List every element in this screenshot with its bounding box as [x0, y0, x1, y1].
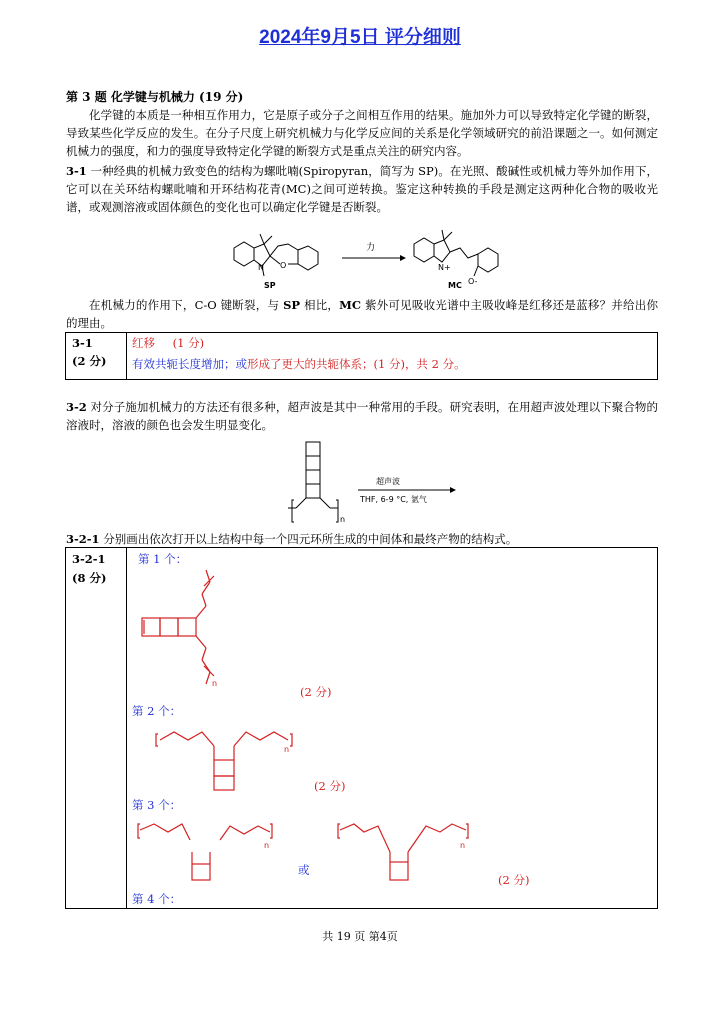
q31-question	[66, 296, 658, 332]
intro-paragraph: 化学键的本质是一种相互作用力，它是原子或分子之间相互作用的结果。施加外力可以导致特定化学键的断裂，导致某些化学反应的发生。在分子尺度上研究机械力与化学反应间的关系是化学领域研究的前沿课题之一。如何测定机械力的强度，和力的强度导致特定化学键的断裂方式是重点关注的研究内容。	[66, 108, 658, 158]
box321-third-label: 第 3 个：	[132, 798, 182, 812]
box31-points: (2 分)	[72, 354, 107, 368]
product-2-n: n	[284, 745, 290, 754]
p321-label: 3-2-1	[66, 532, 100, 546]
scheme-ladder-polymer	[280, 438, 480, 530]
box321-pts3: (2 分)	[498, 873, 530, 887]
scheme-sp-mc	[222, 222, 522, 294]
p321-paragraph	[66, 530, 658, 548]
mc-structure	[414, 230, 498, 276]
p32-paragraph	[66, 398, 658, 434]
box31-answer-pts: (1 分)	[172, 336, 205, 350]
sp-o-label: O	[280, 261, 287, 270]
p31-label: 3-1	[66, 164, 87, 178]
answer-box-321-divider	[126, 547, 127, 908]
box31-line2-a: 有效共轭长度增加；或	[132, 357, 247, 371]
box321-or: 或	[298, 863, 310, 877]
box321-label: 3-2-1	[72, 552, 106, 566]
question-heading: 第 3 题 化学键与机械力 (19 分)	[66, 90, 244, 104]
product-1-n: n	[212, 679, 218, 688]
box321-first-label: 第 1 个：	[138, 552, 188, 566]
page-footer: 共 19 页 第4页	[322, 930, 398, 943]
p321-text: 分别画出依次打开以上结构中每一个四元环所生成的中间体和最终产物的结构式。	[103, 532, 518, 546]
scheme2-arrow-top: 超声波	[376, 477, 400, 486]
scheme1-arrowhead	[400, 255, 406, 261]
scheme1-arrow-label: 力	[366, 243, 376, 253]
product-3b-structure	[334, 812, 484, 886]
box321-fourth-label: 第 4 个：	[132, 892, 182, 906]
box31-label: 3-1	[72, 336, 93, 350]
product-3a-structure	[134, 812, 280, 886]
mc-label: MC	[448, 281, 462, 290]
q31-prefix: 在机械力的作用下，C-O 键断裂，与	[89, 298, 284, 312]
q31-sp: SP	[283, 298, 301, 312]
sp-label: SP	[264, 281, 276, 290]
p31-text: 一种经典的机械力致变色的结构为螺吡喃(Spiropyran，简写为 SP)。在光照、酸碱性或机械力等外加作用下，它可以在关环结构螺吡喃和开环结构花青(MC)之间可逆转换。鉴定这种转换的手段是测定这两种化合物的吸收光谱，或观测溶液或固体颜色的变化也可以确定化学键是否断裂。	[66, 164, 659, 214]
page-title: 2024年9月5日 评分细则	[259, 27, 461, 48]
p32-text: 对分子施加机械力的方法还有很多种，超声波是其中一种常用的手段。研究表明，在用超声波处理以下聚合物的溶液时，溶液的颜色也会发生明显变化。	[66, 400, 659, 432]
product-3a-n: n	[264, 841, 270, 850]
box321-pts1: (2 分)	[300, 685, 332, 699]
product-1-structure	[136, 566, 246, 690]
mc-nplus-label: N+	[438, 263, 451, 272]
scheme2-arrowhead	[450, 487, 456, 493]
box321-points: (8 分)	[72, 571, 107, 585]
scheme2-n: n	[340, 515, 346, 524]
box31-line1	[132, 333, 204, 353]
sp-structure	[234, 234, 318, 276]
answer-box-31-divider	[126, 332, 127, 379]
sp-n-label: N	[258, 263, 264, 272]
scheme2-arrow-bottom: THF, 6-9 °C, 氩气	[360, 495, 427, 504]
box31-line2	[132, 354, 466, 374]
p32-label: 3-2	[66, 400, 87, 414]
p31-paragraph	[66, 162, 658, 216]
box31-line2-b: 形成了更大的共轭体系；(1 分)，共 2 分。	[247, 357, 466, 371]
product-2-structure	[150, 716, 300, 792]
box321-second-label: 第 2 个：	[132, 704, 182, 718]
mc-ominus-label: O-	[468, 277, 478, 286]
box321-pts2: (2 分)	[314, 779, 346, 793]
q31-mid: 相比，	[300, 298, 340, 312]
box31-answer-main: 红移	[132, 336, 155, 350]
q31-suffix: 紫外可见吸收光谱中主吸收峰是红移还是蓝移？并给出你的理由。	[66, 298, 658, 330]
product-3b-n: n	[460, 841, 466, 850]
q31-mc: MC	[339, 298, 362, 312]
